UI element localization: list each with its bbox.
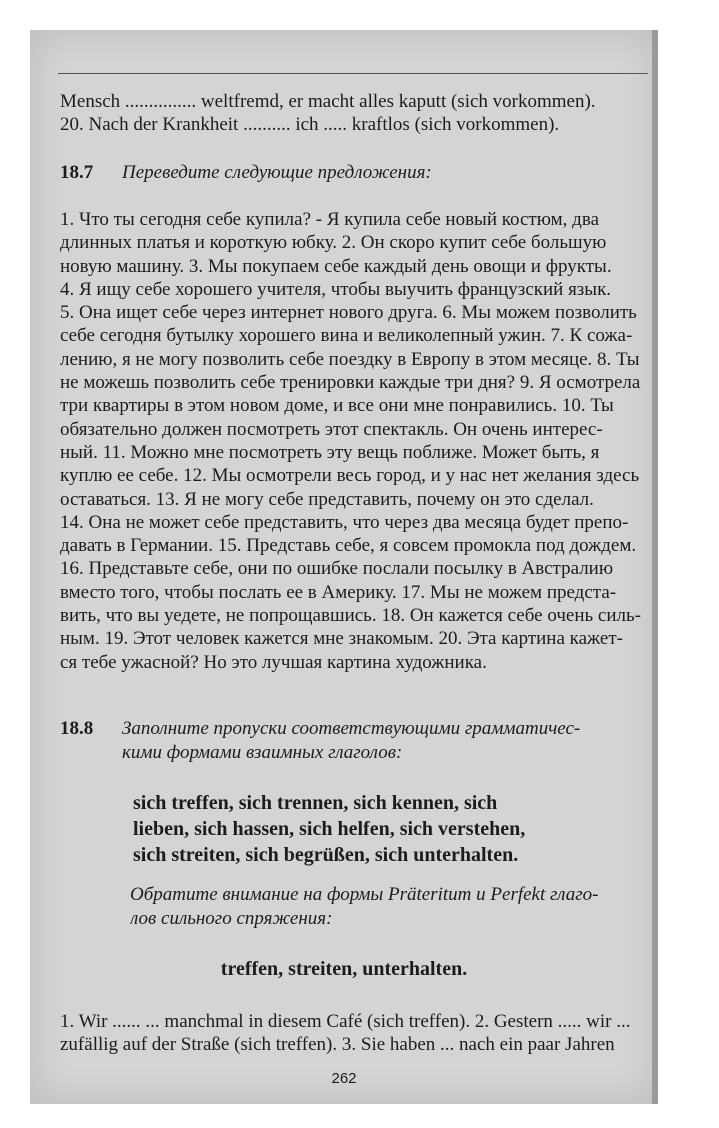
text-line: zufällig auf der Straße (sich treffen). 3. Sie haben ... nach ein paar Jahren xyxy=(60,1034,615,1056)
verbs-line: lieben, sich hassen, sich helfen, sich verstehen, xyxy=(133,818,526,840)
text-line: 14. Она не может себе представить, что через два месяца будет препо- xyxy=(60,511,629,533)
text-line: 16. Представьте себе, они по ошибке послали посылку в Австралию xyxy=(60,558,614,580)
strong-verbs: treffen, streiten, unterhalten. xyxy=(220,958,468,980)
section-number: 18.7 xyxy=(60,162,94,183)
header-rule xyxy=(58,73,648,74)
text-line: давать в Германии. 15. Представь себе, я совсем промокла под дождем. xyxy=(60,535,637,557)
section-18-7-text xyxy=(60,208,650,674)
text-line: куплю ее себе. 12. Мы осмотрели весь город, и у нас нет желания здесь xyxy=(60,465,640,487)
top-text xyxy=(60,90,650,137)
text-line: 20. Nach der Krankheit .......... ich ..... kraftlos (sich vorkommen). xyxy=(60,114,560,136)
text-line: ным. 19. Этот человек кажется мне знакомым. 20. Эта картина кажет- xyxy=(60,628,623,650)
text-line: лению, я не могу позволить себе поездку в Европу в этом месяце. 8. Ты xyxy=(60,348,640,370)
note-line: лов сильного спряжения: xyxy=(130,908,333,929)
text-line: оставаться. 13. Я не могу себе представить, почему он это сделал. xyxy=(60,488,594,510)
page-edge-shadow xyxy=(652,30,658,1104)
text-line: 1. Wir ...... ... manchmal in diesem Café (sich treffen). 2. Gestern ..... wir ... xyxy=(60,1011,631,1032)
verbs-line: sich treffen, sich trennen, sich kennen, sich xyxy=(133,792,498,814)
verbs-list xyxy=(133,790,603,868)
text-line: Mensch ............... weltfremd, er macht alles kaputt (sich vorkommen). xyxy=(60,91,596,112)
text-line: длинных платья и короткую юбку. 2. Он скоро купит себе большую xyxy=(60,232,607,254)
scanned-page xyxy=(30,30,658,1104)
section-18-7-heading xyxy=(60,162,432,184)
text-line: 4. Я ищу себе хорошего учителя, чтобы выучить французский язык. xyxy=(60,278,612,300)
text-line: 1. Что ты сегодня себе купила? - Я купила себе новый костюм, два xyxy=(60,209,600,230)
text-line: 5. Она ищет себе через интернет нового друга. 6. Мы можем позволить xyxy=(60,302,637,324)
note-line: Обратите внимание на формы Präteritum и Perfekt глаго- xyxy=(130,884,599,905)
text-line: ся тебе ужасной? Но это лучшая картина художника. xyxy=(60,651,487,673)
text-line: вместо того, чтобы послать ее в Америку. 17. Мы не можем предста- xyxy=(60,581,617,603)
text-line: не можешь позволить себе тренировки каждые три дня? 9. Я осмотрела xyxy=(60,372,641,394)
page-number: 262 xyxy=(331,1070,357,1087)
note xyxy=(130,883,650,931)
section-instruction: Переведите следующие предложения: xyxy=(122,162,432,183)
text-line: ный. 11. Можно мне посмотреть эту вещь поближе. Может быть, я xyxy=(60,441,600,463)
text-line: новую машину. 3. Мы покупаем себе каждый день овощи и фрукты. xyxy=(60,255,612,277)
section-18-8-heading xyxy=(60,718,580,740)
text-line: обязательно должен посмотреть этот спектакль. Он очень интерес- xyxy=(60,418,603,440)
section-instruction-cont: кими формами взаимных глаголов: xyxy=(122,742,403,763)
verbs-line: sich streiten, sich begrüßen, sich unterhalten. xyxy=(133,844,519,866)
text-line: вить, что вы уедете, не попрощавшись. 18. Он кажется себе очень силь- xyxy=(60,605,641,627)
section-number: 18.8 xyxy=(60,718,94,739)
text-line: три квартиры в этом новом доме, и все они мне понравились. 10. Ты xyxy=(60,395,614,417)
section-instruction: Заполните пропуски соответствующими грамматичес- xyxy=(122,718,581,739)
text-line: себе сегодня бутылку хорошего вина и великолепный ужин. 7. К сожа- xyxy=(60,325,633,347)
exercise-text xyxy=(60,1010,650,1057)
